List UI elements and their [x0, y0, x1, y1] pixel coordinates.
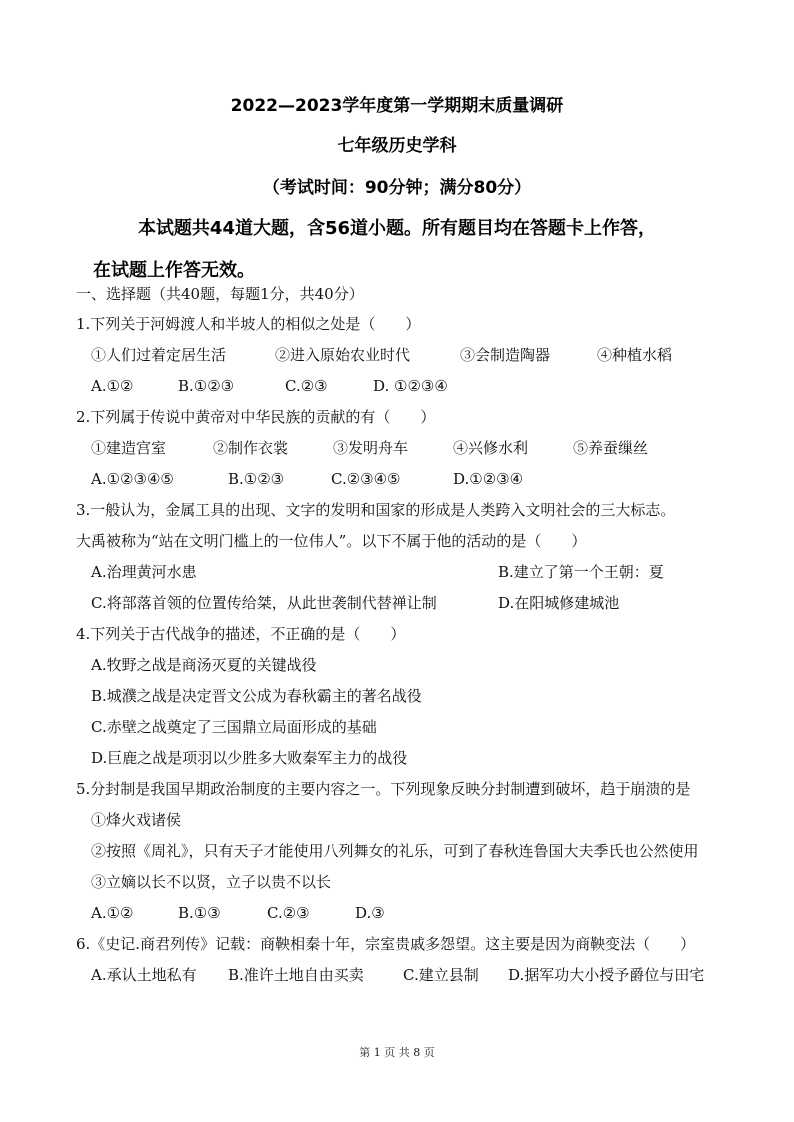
question-item: ④种植水稻 — [597, 346, 673, 364]
question-stem: 6.《史记.商君列传》记载：商鞅相秦十年，宗室贵戚多怨望。这主要是因为商鞅变法（ ） — [76, 935, 696, 953]
question-stem: 5.分封制是我国早期政治制度的主要内容之一。下列现象反映分封制遭到破坏，趋于崩溃的是 — [76, 780, 691, 798]
exam-subject: 七年级历史学科 — [337, 136, 457, 156]
question-stem: 2.下列属于传说中黄帝对中华民族的贡献的有（ ） — [76, 408, 436, 426]
exam-info: （考试时间：90分钟；满分80分） — [262, 178, 532, 198]
answer-choice: C.②③ — [285, 377, 328, 395]
answer-choice: A.治理黄河水患 — [91, 563, 197, 581]
answer-choice: A.①② — [91, 377, 134, 395]
answer-choice: D.③ — [355, 904, 385, 922]
notice-line-2: 在试题上作答无效。 — [93, 260, 255, 281]
answer-choice: D.据军功大小授予爵位与田宅 — [508, 966, 705, 984]
answer-choice: B.准许土地自由买卖 — [228, 966, 364, 984]
question-item: ①烽火戏诸侯 — [91, 811, 182, 829]
answer-choice: B.①②③ — [228, 470, 285, 488]
page-number: 第 1 页 共 8 页 — [359, 1046, 435, 1059]
question-item: ②按照《周礼》，只有天子才能使用八列舞女的礼乐，可到了春秋连鲁国大夫季氏也公然使用 — [91, 842, 699, 860]
answer-choice: C.将部落首领的位置传给桀，从此世袭制代替禅让制 — [91, 594, 437, 612]
question-item: ①建造宫室 — [91, 439, 167, 457]
question-item: ④兴修水利 — [453, 439, 529, 457]
answer-choice: B.建立了第一个王朝：夏 — [498, 563, 664, 581]
question-item: ③立嫡以长不以贤，立子以贵不以长 — [91, 873, 332, 891]
answer-choice: B.城濮之战是决定晋文公成为春秋霸主的著名战役 — [91, 687, 422, 705]
answer-choice: A.①②③④⑤ — [91, 470, 174, 488]
answer-choice: D.①②③④ — [453, 470, 524, 488]
answer-choice: A.①② — [91, 904, 134, 922]
section-title: 一、选择题（共40题，每题1分，共40分） — [76, 285, 364, 303]
question-item: ③会制造陶器 — [460, 346, 551, 364]
question-item: ①人们过着定居生活 — [91, 346, 227, 364]
answer-choice: D.在阳城修建城池 — [498, 594, 620, 612]
question-stem: 4.下列关于古代战争的描述，不正确的是（ ） — [76, 625, 406, 643]
answer-choice: C.②③④⑤ — [331, 470, 401, 488]
answer-choice: C.赤壁之战奠定了三国鼎立局面形成的基础 — [91, 718, 377, 736]
answer-choice: A.承认土地私有 — [91, 966, 197, 984]
question-item: ②制作衣裳 — [213, 439, 289, 457]
question-stem: 3.一般认为，金属工具的出现、文字的发明和国家的形成是人类跨入文明社会的三大标志。 — [76, 501, 676, 519]
notice-line-1: 本试题共44道大题，含56道小题。所有题目均在答题卡上作答， — [137, 218, 657, 239]
answer-choice: D. ①②③④ — [373, 377, 448, 395]
question-stem: 大禹被称为“站在文明门槛上的一位伟人”。以下不属于他的活动的是（ ） — [76, 532, 587, 550]
answer-choice: C.②③ — [267, 904, 310, 922]
exam-title: 2022—2023学年度第一学期期末质量调研 — [230, 96, 564, 116]
question-stem: 1.下列关于河姆渡人和半坡人的相似之处是（ ） — [76, 315, 421, 333]
answer-choice: D.巨鹿之战是项羽以少胜多大败秦军主力的战役 — [91, 749, 408, 767]
answer-choice: A.牧野之战是商汤灭夏的关键战役 — [91, 656, 317, 674]
answer-choice: C.建立县制 — [403, 966, 479, 984]
question-item: ②进入原始农业时代 — [275, 346, 411, 364]
question-item: ③发明舟车 — [333, 439, 409, 457]
answer-choice: B.①③ — [178, 904, 221, 922]
question-item: ⑤养蚕缫丝 — [573, 439, 649, 457]
answer-choice: B.①②③ — [178, 377, 235, 395]
